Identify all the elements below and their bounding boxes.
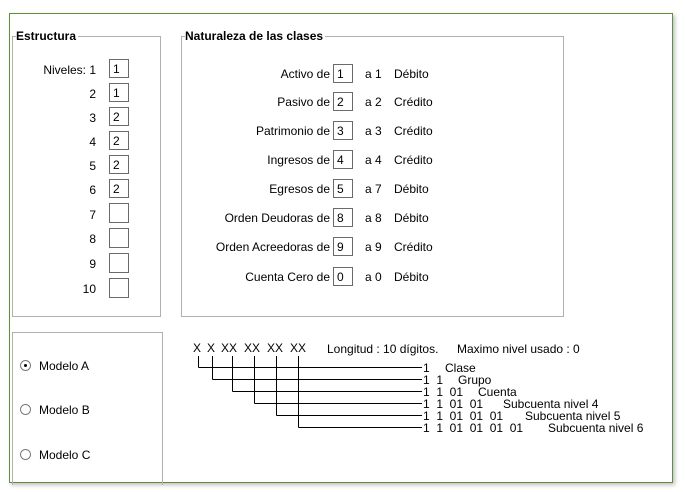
level-input-3[interactable]: 2 <box>109 107 129 126</box>
modelo-group <box>12 332 163 485</box>
class-nature: Crédito <box>394 240 433 254</box>
mask-segment-4: XX <box>244 341 261 355</box>
mask-segment-3: XX <box>221 341 238 355</box>
modelo-b-label[interactable]: Modelo B <box>39 403 90 417</box>
level-input-1[interactable]: 1 <box>109 59 129 78</box>
level-label-4: 4 <box>89 135 96 149</box>
mask-segment-2: X <box>207 341 216 355</box>
level-label-6: 6 <box>89 183 96 197</box>
code-structure-diagram <box>190 336 670 481</box>
max-level-info: Maximo nivel usado : 0 <box>457 342 580 356</box>
level-input-5[interactable]: 2 <box>109 155 129 174</box>
class-to-value: a 4 <box>365 153 382 167</box>
class-to-value: a 1 <box>365 67 382 81</box>
class-label: Pasivo de <box>277 95 330 109</box>
naturaleza-group <box>181 29 564 317</box>
tree-entry-code: 1 <box>423 361 430 375</box>
class-to-value: a 7 <box>365 182 382 196</box>
tree-entry-code: 1 1 01 01 01 01 <box>423 421 524 435</box>
modelo-b-radio[interactable] <box>20 404 31 415</box>
level-input-10[interactable] <box>109 278 129 298</box>
tree-entry-code: 1 1 <box>423 373 444 387</box>
class-from-input[interactable]: 3 <box>333 121 353 140</box>
level-label-10: 10 <box>82 282 96 296</box>
class-label: Egresos de <box>269 182 330 196</box>
class-to-value: a 9 <box>365 240 382 254</box>
modelo-c-radio[interactable] <box>20 449 31 460</box>
modelo-a-radio[interactable] <box>20 360 31 371</box>
mask-segment-1: X <box>193 341 202 355</box>
class-nature: Débito <box>394 67 429 81</box>
level-label-2: 2 <box>89 87 96 101</box>
mask-segment-6: XX <box>290 341 307 355</box>
level-label-5: 5 <box>89 159 96 173</box>
tree-entry-name: Grupo <box>458 373 492 387</box>
tree-entry-name: Clase <box>445 361 476 375</box>
naturaleza-title: Naturaleza de las clases <box>185 29 324 43</box>
class-from-input[interactable]: 0 <box>333 267 353 286</box>
level-input-9[interactable] <box>109 253 129 273</box>
class-nature: Crédito <box>394 153 433 167</box>
level-input-7[interactable] <box>109 203 129 223</box>
class-label: Activo de <box>280 67 330 81</box>
tree-entry-name: Subcuenta nivel 6 <box>548 421 644 435</box>
level-label-3: 3 <box>89 111 96 125</box>
level-label-7: 7 <box>89 208 96 222</box>
class-nature: Débito <box>394 182 429 196</box>
class-from-input[interactable]: 5 <box>333 179 353 198</box>
modelo-c-label[interactable]: Modelo C <box>39 448 91 462</box>
length-info: Longitud : 10 dígitos. <box>327 342 439 356</box>
class-nature: Débito <box>394 211 429 225</box>
class-to-value: a 0 <box>365 270 382 284</box>
class-from-input[interactable]: 4 <box>333 150 353 169</box>
level-label-1: Niveles: 1 <box>43 63 96 77</box>
class-to-value: a 8 <box>365 211 382 225</box>
class-label: Ingresos de <box>267 153 330 167</box>
class-to-value: a 2 <box>365 95 382 109</box>
estructura-group <box>12 29 161 317</box>
mask-segment-5: XX <box>267 341 284 355</box>
level-input-8[interactable] <box>109 228 129 248</box>
level-input-2[interactable]: 1 <box>109 83 129 102</box>
class-nature: Débito <box>394 270 429 284</box>
tree-entry-name: Subcuenta nivel 5 <box>525 409 621 423</box>
class-label: Orden Acreedoras de <box>215 240 330 254</box>
class-to-value: a 3 <box>365 124 382 138</box>
class-nature: Crédito <box>394 95 433 109</box>
class-label: Patrimonio de <box>255 124 330 138</box>
modelo-a-label[interactable]: Modelo A <box>39 359 90 373</box>
level-input-6[interactable]: 2 <box>109 179 129 198</box>
level-input-4[interactable]: 2 <box>109 131 129 150</box>
class-label: Orden Deudoras de <box>224 211 330 225</box>
level-label-9: 9 <box>89 257 96 271</box>
class-from-input[interactable]: 8 <box>333 208 353 227</box>
tree-entry-code: 1 1 01 <box>423 385 464 399</box>
tree-entry-code: 1 1 01 01 01 <box>423 409 504 423</box>
main-window <box>9 13 673 483</box>
tree-entry-name: Subcuenta nivel 4 <box>503 397 599 411</box>
estructura-title: Estructura <box>16 29 77 43</box>
tree-entry-code: 1 1 01 01 <box>423 397 484 411</box>
class-nature: Crédito <box>394 124 433 138</box>
class-from-input[interactable]: 2 <box>333 92 353 111</box>
class-from-input[interactable]: 9 <box>333 237 353 256</box>
tree-entry-name: Cuenta <box>478 385 517 399</box>
class-from-input[interactable]: 1 <box>333 64 353 83</box>
class-label: Cuenta Cero de <box>245 270 330 284</box>
level-label-8: 8 <box>89 232 96 246</box>
